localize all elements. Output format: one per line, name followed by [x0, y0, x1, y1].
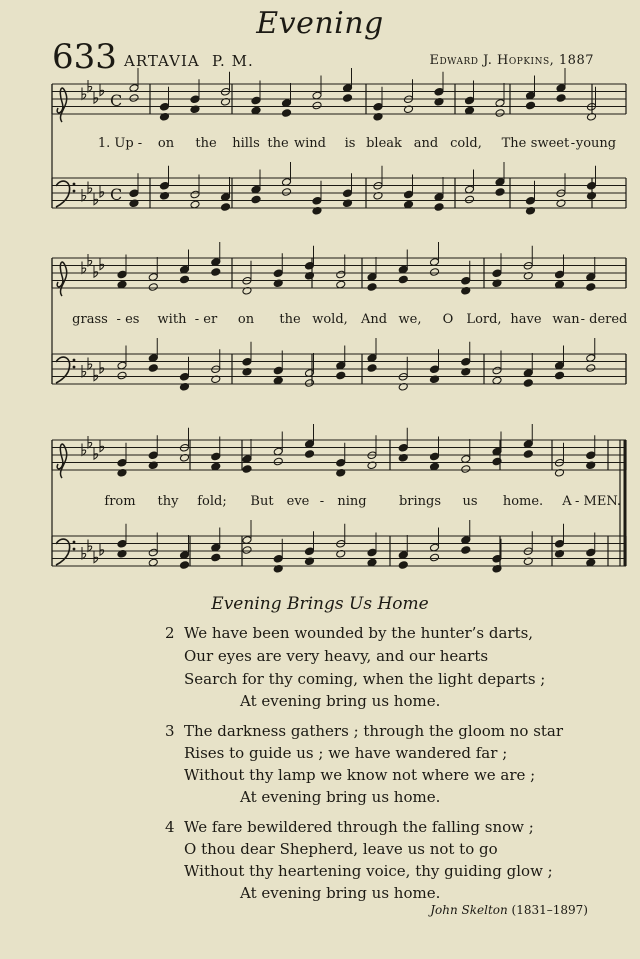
lyric-syllable: and	[413, 136, 439, 151]
flat-sign-icon	[82, 189, 86, 201]
lyric-syllable: hills	[232, 136, 260, 151]
note-head	[129, 94, 139, 103]
note-head	[336, 371, 346, 380]
tune-meter: P. M.	[212, 52, 254, 70]
note-head	[495, 188, 505, 197]
treble-clef-icon	[57, 88, 67, 122]
note-head	[398, 275, 408, 284]
poem-title: Evening Brings Us Home	[211, 594, 429, 614]
note-head	[211, 268, 221, 277]
author-dates: (1831–1897)	[511, 903, 588, 917]
verse-line: We fare bewildered through the falling snow ;	[184, 818, 534, 836]
flat-sign-icon	[94, 447, 98, 459]
note-head	[312, 101, 322, 110]
page-title: Evening	[256, 6, 384, 41]
lyric-syllable: A	[562, 494, 572, 509]
lyric-syllable: have	[510, 312, 542, 327]
verse-line: O thou dear Shepherd, leave us not to go	[184, 840, 498, 858]
lyric-syllable: the	[195, 136, 217, 151]
bass-clef-dot	[73, 366, 76, 369]
hymn-number: 633	[52, 37, 117, 77]
lyric-syllable: fold;	[197, 494, 227, 509]
note-head	[495, 109, 505, 118]
flat-sign-icon	[88, 540, 92, 552]
lyric-syllable: from	[104, 494, 136, 509]
note-head	[242, 465, 252, 474]
flat-sign-icon	[100, 258, 104, 270]
lyric-syllable: 1. Up -	[97, 136, 143, 151]
poem-author	[430, 903, 588, 917]
verse-line: Rises to guide us ; we have wandered far ;	[184, 744, 508, 762]
bass-clef-dot	[73, 541, 76, 544]
note-head	[464, 195, 474, 204]
note-head	[179, 275, 189, 284]
note-head	[461, 546, 471, 555]
lyric-syllable: sweet	[530, 136, 570, 151]
lyric-syllable: And	[360, 312, 388, 327]
bass-clef-icon	[56, 539, 70, 565]
time-signature-icon: C	[110, 91, 123, 110]
lyric-syllable: ning	[337, 494, 367, 509]
lyric-syllable: - er	[194, 312, 218, 327]
note-head	[367, 283, 377, 292]
lyric-syllable: Lord,	[466, 312, 502, 327]
bass-clef-dot	[73, 190, 76, 193]
verse-refrain: At evening bring us home.	[240, 788, 441, 806]
note-head	[586, 283, 596, 292]
lyric-syllable: young	[575, 136, 617, 151]
lyric-syllable: the	[279, 312, 301, 327]
author-name: John Skelton	[430, 903, 508, 917]
lyric-syllable: wan	[552, 312, 580, 327]
flat-sign-icon	[88, 80, 92, 92]
flat-sign-icon	[82, 88, 86, 100]
note-head	[398, 561, 408, 570]
lyric-line-1	[0, 136, 640, 154]
treble-clef-icon	[57, 262, 67, 296]
lyric-syllable: with	[157, 312, 187, 327]
lyric-syllable: wind	[294, 136, 326, 151]
lyric-syllable: us	[462, 494, 478, 509]
stanza-2	[0, 624, 640, 716]
flat-sign-icon	[88, 254, 92, 266]
lyric-syllable: - MEN.	[574, 494, 622, 509]
verse-line: We have been wounded by the hunter’s darts,	[184, 624, 534, 642]
note-head	[211, 553, 221, 562]
flat-sign-icon	[82, 365, 86, 377]
lyric-syllable: on	[157, 136, 175, 151]
note-head	[523, 450, 533, 459]
note-head	[586, 364, 596, 373]
lyric-syllable: thy	[157, 494, 179, 509]
bass-clef-icon	[56, 357, 70, 383]
note-head	[554, 371, 564, 380]
note-head	[523, 379, 533, 388]
note-head	[342, 94, 352, 103]
note-head	[556, 94, 566, 103]
lyric-syllable: home.	[502, 494, 544, 509]
flat-sign-icon	[94, 91, 98, 103]
flat-sign-icon	[100, 361, 104, 373]
flat-sign-icon	[82, 444, 86, 456]
note-head	[434, 203, 444, 212]
note-head	[304, 379, 314, 388]
lyric-syllable: bleak	[366, 136, 402, 151]
note-head	[148, 364, 158, 373]
note-head	[429, 268, 439, 277]
lyric-syllable: is	[344, 136, 356, 151]
flat-sign-icon	[94, 193, 98, 205]
tune-name: ARTAVIA	[124, 52, 200, 70]
stanza-number: 4	[165, 818, 175, 836]
note-head	[461, 465, 471, 474]
flat-sign-icon	[100, 543, 104, 555]
lyric-syllable: The	[501, 136, 527, 151]
verse-line: Without thy lamp we know not where we are ;	[184, 766, 536, 784]
lyric-syllable: But	[250, 494, 274, 509]
flat-sign-icon	[100, 84, 104, 96]
flat-sign-icon	[88, 358, 92, 370]
note-head	[525, 101, 535, 110]
note-head	[304, 450, 314, 459]
lyric-syllable: - dered	[580, 312, 628, 327]
verse-line: The darkness gathers ; through the gloom no star	[184, 722, 564, 740]
stanza-3	[0, 722, 640, 814]
note-head	[148, 283, 158, 292]
lyric-syllable: eve	[286, 494, 310, 509]
verse-line: Without thy heartening voice, thy guiding glow ;	[184, 862, 553, 880]
lyric-syllable: grass	[72, 312, 108, 327]
lyric-syllable: wold,	[312, 312, 348, 327]
flat-sign-icon	[100, 185, 104, 197]
note-head	[251, 195, 261, 204]
time-signature-icon: C	[110, 185, 123, 204]
flat-sign-icon	[100, 440, 104, 452]
verse-refrain: At evening bring us home.	[240, 692, 441, 710]
flat-sign-icon	[82, 547, 86, 559]
note-head	[117, 371, 127, 380]
lyric-syllable: - es	[116, 312, 140, 327]
lyric-syllable: -	[319, 494, 325, 509]
bass-clef-icon	[56, 181, 70, 207]
verse-line: Search for thy coming, when the light departs ;	[184, 670, 546, 688]
lyric-line-3	[0, 494, 640, 512]
lyric-syllable: O	[442, 312, 454, 327]
note-head	[281, 188, 291, 197]
lyric-syllable: the	[267, 136, 289, 151]
flat-sign-icon	[88, 436, 92, 448]
note-head	[242, 546, 252, 555]
lyric-line-2	[0, 312, 640, 330]
note-head	[367, 364, 377, 373]
bass-clef-dot	[73, 548, 76, 551]
verse-line: Our eyes are very heavy, and our hearts	[184, 647, 489, 665]
composer-credit: Edward J. Hopkins, 1887	[429, 53, 594, 68]
stanza-4	[0, 818, 640, 910]
lyric-syllable: -	[570, 136, 576, 151]
stanza-number: 2	[165, 624, 175, 642]
bass-clef-dot	[73, 359, 76, 362]
lyric-syllable: on	[237, 312, 255, 327]
bass-clef-dot	[73, 183, 76, 186]
stanza-number: 3	[165, 722, 175, 740]
treble-clef-icon	[57, 444, 67, 478]
note-head	[429, 553, 439, 562]
verse-refrain: At evening bring us home.	[240, 884, 441, 902]
note-head	[273, 457, 283, 466]
note-head	[281, 109, 291, 118]
lyric-syllable: cold,	[450, 136, 482, 151]
flat-sign-icon	[94, 369, 98, 381]
lyric-syllable: we,	[398, 312, 422, 327]
flat-sign-icon	[88, 182, 92, 194]
note-head	[220, 203, 230, 212]
lyric-syllable: brings	[398, 494, 442, 509]
flat-sign-icon	[94, 551, 98, 563]
flat-sign-icon	[94, 265, 98, 277]
flat-sign-icon	[82, 262, 86, 274]
note-head	[179, 561, 189, 570]
